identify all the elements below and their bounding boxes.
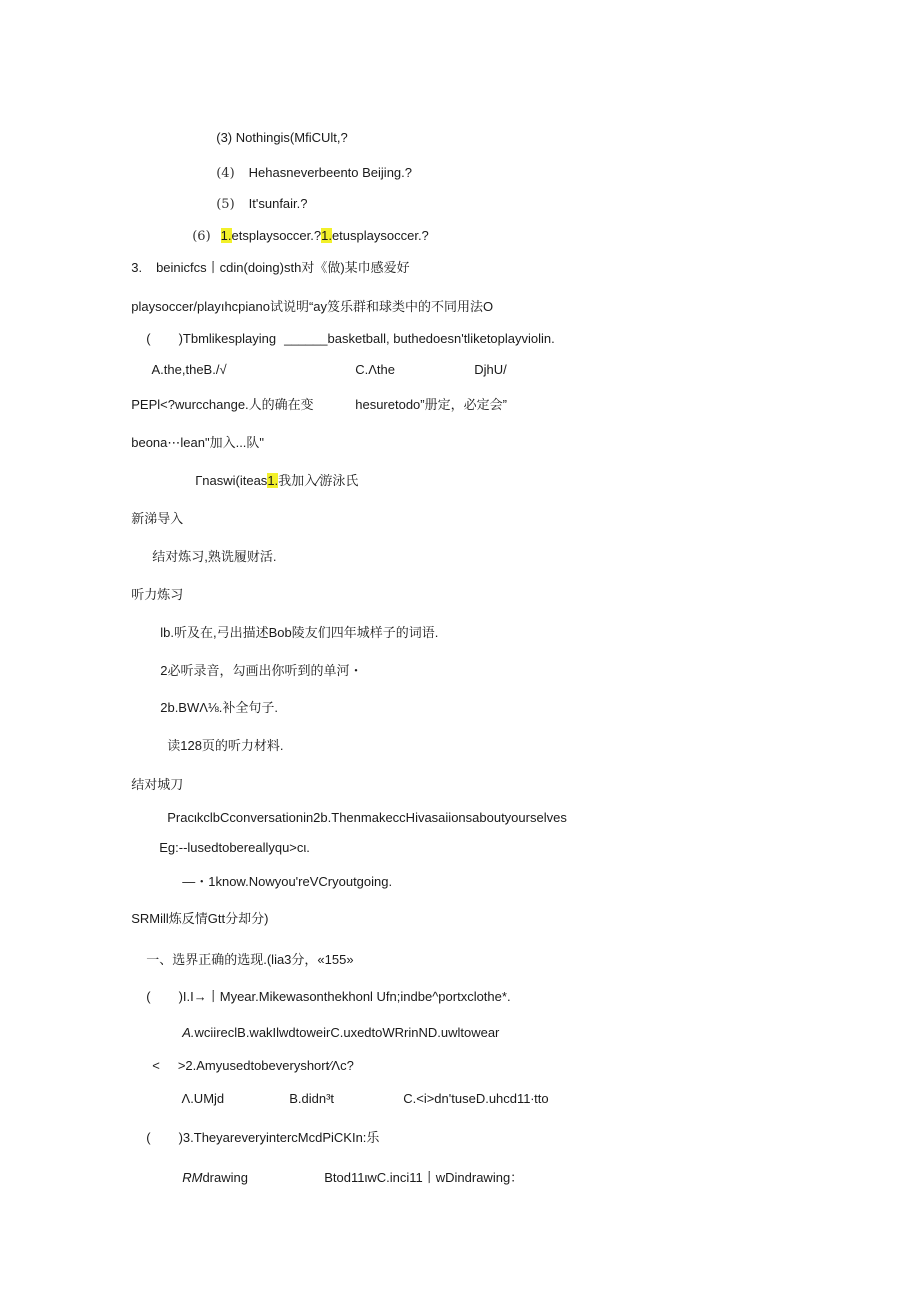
phrase-change: PEPl<?wurcchange.人的确在变: [131, 397, 314, 412]
bracket-open: (: [146, 331, 151, 346]
listening-step-2: 2必听录音，勾画出你听到的单河・: [160, 663, 363, 678]
example-start: Гnaswi(iteas: [195, 473, 268, 488]
point-3-number: 3.: [131, 260, 143, 275]
item-5-text: It'sunfair.?: [248, 196, 308, 211]
highlight-mark: 1.: [220, 228, 232, 243]
section-heading-listening: 听力炼习: [131, 587, 184, 602]
question-3-option-bcd: Btod11ιwC.inci11丨wDindrawing：: [324, 1170, 524, 1185]
text-line-13: 结对炼习,熟诜履财活.: [152, 549, 277, 564]
option-c: C.Λthe: [355, 362, 395, 377]
question-3-option-a: RMdrawing: [182, 1170, 248, 1185]
text-line-11: [188, 457, 358, 489]
text-line-8-d: [467, 346, 507, 378]
point-3-text: beinicfcs丨cdin(doing)sth对《做)某巾感爱好: [156, 260, 410, 275]
highlight-mark: 1.: [321, 228, 332, 243]
exercise-part-1-heading: 一、选界正确的选现.(lia3分，«155»: [146, 952, 354, 967]
question-3: ( )3.TheyareveryintercMcdPiCKIn:乐: [146, 1130, 380, 1145]
example-end: 我加入∕游泳氏: [278, 473, 359, 488]
text-line-4: [185, 212, 429, 245]
text-line-1: [209, 114, 348, 146]
text-line-6: [124, 283, 493, 315]
question-2-option-cd: C.<i>dn'tuseD.uhcd11∙tto: [403, 1091, 549, 1106]
practice-example-1: Eg:--lusedtobereallyqu>cι.: [159, 840, 310, 855]
section-heading-intro: 新涕导入: [131, 511, 184, 526]
text-line-10: [124, 419, 264, 451]
highlight-mark: 1.: [267, 473, 279, 488]
question-1-options: A.wciireclB.wakIlwdtoweirC.uxedtoWRrinND.uwltowear: [182, 1025, 500, 1040]
text-line-7: [139, 315, 555, 347]
phrase-besure: hesuretodo”册定，必定会”: [355, 397, 507, 412]
question-stem: )Tbmlikesplaying: [178, 331, 277, 346]
listening-step-2b: 2b.BWΛ⅛.补全句子.: [160, 700, 278, 715]
item-6-text-a: etsplaysoccer.?: [231, 228, 322, 243]
question-2-option-b: B.didn³t: [289, 1091, 335, 1106]
listening-step-1b: lb.听及在,弓出描述Bob陵友们四年城样子的词语.: [160, 625, 439, 640]
section-heading-pair: 结对城刀: [131, 777, 184, 792]
practice-example-2: —・1know.Nowyou'reVCryoutgoing.: [182, 874, 393, 889]
question-2: < >2.Amyusedtobeveryshort∕Λc?: [152, 1058, 354, 1073]
item-5-number: (5): [216, 197, 235, 212]
phrase-join: beona⋯lean"加入...队": [131, 435, 265, 450]
text-line-3: [209, 180, 308, 213]
item-3-text: (3) Nothingis(MfiCUlt,?: [216, 130, 348, 145]
question-2-option-a: Λ.UMjd: [181, 1091, 225, 1106]
section-heading-exercise: SRMill炼反情Gtt分却分): [131, 911, 269, 926]
question-1: ( )I.I→丨Myear.Mikewasonthekhonl Ufn;indbe^portxclothe*.: [146, 989, 511, 1004]
item-6-text-b: etusplaysoccer.?: [331, 228, 429, 243]
option-d: DjhU/: [474, 362, 507, 377]
text-line-8-c: [348, 346, 395, 378]
text-line-9-b: [348, 381, 507, 413]
text-line-9: [124, 381, 314, 413]
practice-instruction: PracιkclbCconversationin2b.ThenmakeccHivasaiionsaboutyourselves: [167, 810, 567, 825]
item-4-text: Hehasneverbeento Beijing.?: [248, 165, 412, 180]
text-line-2: [209, 149, 412, 182]
usage-note: playsoccer/playıhcpiano试说明“ay笈乐群和球类中的不同用法O: [131, 299, 494, 314]
item-4-number: (4): [216, 166, 235, 181]
item-6-number: (6): [192, 229, 211, 244]
option-ab: A.the,theB./√: [151, 362, 227, 377]
listening-step-read: 读128页的听力材料.: [167, 738, 284, 753]
text-line-8: [145, 346, 227, 378]
question-stem-rest: ______basketball, buthedoesn'tliketoplayviolin.: [284, 331, 555, 346]
text-line-5: [124, 244, 410, 276]
